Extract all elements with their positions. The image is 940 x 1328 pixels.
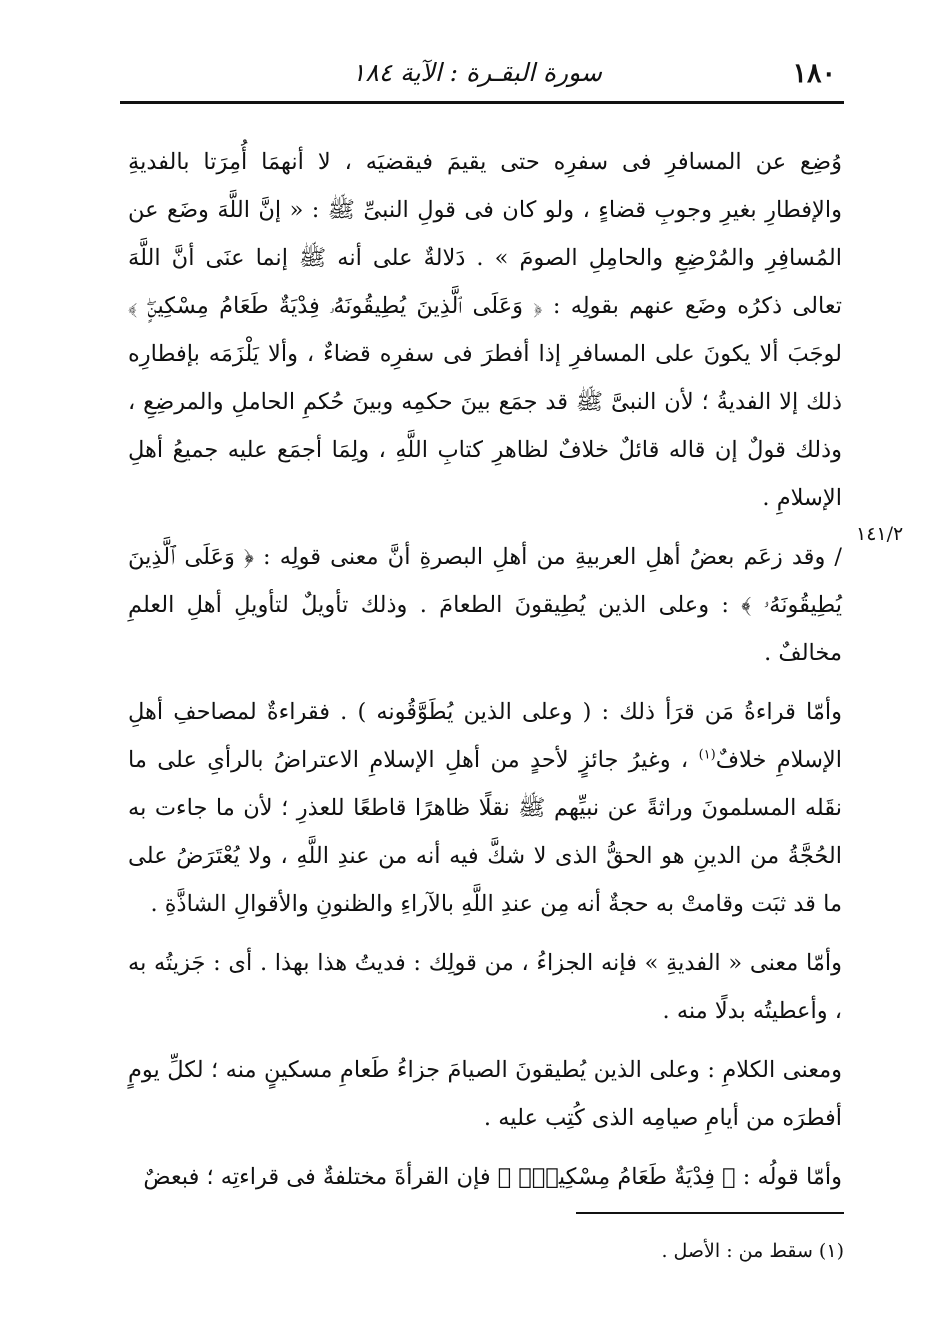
paragraph-6: وأمّا قولُه : ﴿ فِدْيَةٌ طَعَامُ مِسْكِينٍۖ ﴾ فإن القرأةَ مختلفةٌ فى قراءتِه ؛ فبعضٌ [143, 1164, 842, 1190]
paragraph-2: / وقد زعَم بعضُ أهلِ العربيةِ من أهلِ البصرةِ أنَّ معنى قولِه : ﴿ وَعَلَى ٱلَّذِينَ يُطِيقُونَهُۥ ﴾ : وعلى الذين يُطِيقونَ الطعامَ . وذلك تأويلٌ لتأويلِ أهلِ العلمِ مخالفٌ . [128, 544, 842, 666]
body-text [128, 138, 842, 1201]
margin-reference: ١٤١/٢ [856, 523, 904, 545]
paragraph-3 [128, 688, 842, 928]
page-number: ١٨٠ [792, 58, 836, 89]
footnote-rule [576, 1212, 844, 1214]
running-title: سورة البقـرة : الآية ١٨٤ [351, 58, 602, 87]
header-rule [120, 101, 844, 104]
paragraph-4: وأمّا معنى « الفديةِ » فإنه الجزاءُ ، من قولِك : فديتُ هذا بهذا . أى : جَزيتُه به ، وأعطيتُه بدلًا منه . [128, 950, 842, 1024]
paragraph-5: ومعنى الكلامِ : وعلى الذين يُطيقونَ الصيامَ جزاءُ طَعامِ مسكينٍ منه ؛ لكلِّ يومٍ أفطرَه من أيامِ صيامِه الذى كُتِب عليه . [128, 1057, 842, 1131]
paragraph-3-continuation: ، وغيرُ جائزٍ لأحدٍ من أهلِ الإسلامِ الاعتراضُ بالرأىِ على ما نقَله المسلمونَ وراثةً عن نبيِّهم ﷺ نقلًا ظاهرًا قاطعًا للعذرِ ؛ لأن ما جاءت به الحُجَّةُ من الدينِ هو الحقُّ الذى لا شكَّ فيه أنه من عندِ اللَّهِ ، ولا يُعْتَرَضُ على ما قد ثبَت وقامتْ به حجةٌ أنه مِن عندِ اللَّهِ بالآراءِ والظنونِ والأقوالِ الشاذَّةِ . [128, 747, 842, 917]
page-header [120, 52, 844, 96]
paragraph-1: وُضِع عن المسافرِ فى سفرِه حتى يقيمَ فيقضيَه ، لا أنهمَا أُمِرَتا بالفديةِ والإفطارِ بغيرِ وجوبِ قضاءٍ ، ولو كان فى قولِ النبىِّ ﷺ : « إنَّ اللَّهَ وضَع عن المُسافِرِ والمُرْضِعِ والحامِلِ الصومَ » . دَلالةٌ على أنه ﷺ إنما عنَى أنَّ اللَّهَ تعالى ذكرُه وضَع عنهم بقولِه : ﴿ وَعَلَى ٱلَّذِينَ يُطِيقُونَهُۥ فِدْيَةٌ طَعَامُ مِسْكِينٍۖ ﴾ لوجَبَ ألا يكونَ على المسافرِ إذا أفطرَ فى سفرِه قضاءٌ ، وألا يَلْزَمَه بإفطارِه ذلك إلا الفديةُ ؛ لأن النبىَّ ﷺ قد جمَع بينَ حكمِه وبينَ حُكمِ الحاملِ والمرضِعِ ، وذلك قولٌ إن قاله قائلٌ خلافٌ لظاهرِ كتابِ اللَّهِ ، ولِمَا أجمَع عليه جميعُ أهلِ الإسلامِ . [128, 149, 842, 511]
footnote: (١) سقط من : الأصل . [661, 1240, 844, 1262]
paragraph-3-text: وأمّا قراءةُ مَن قرَأ ذلك : ( وعلى الذين يُطَوَّقُونه ) . فقراءةٌ لمصاحفِ أهلِ الإسلامِ خلافٌ [128, 699, 843, 773]
footnote-marker: (١) [698, 747, 716, 763]
